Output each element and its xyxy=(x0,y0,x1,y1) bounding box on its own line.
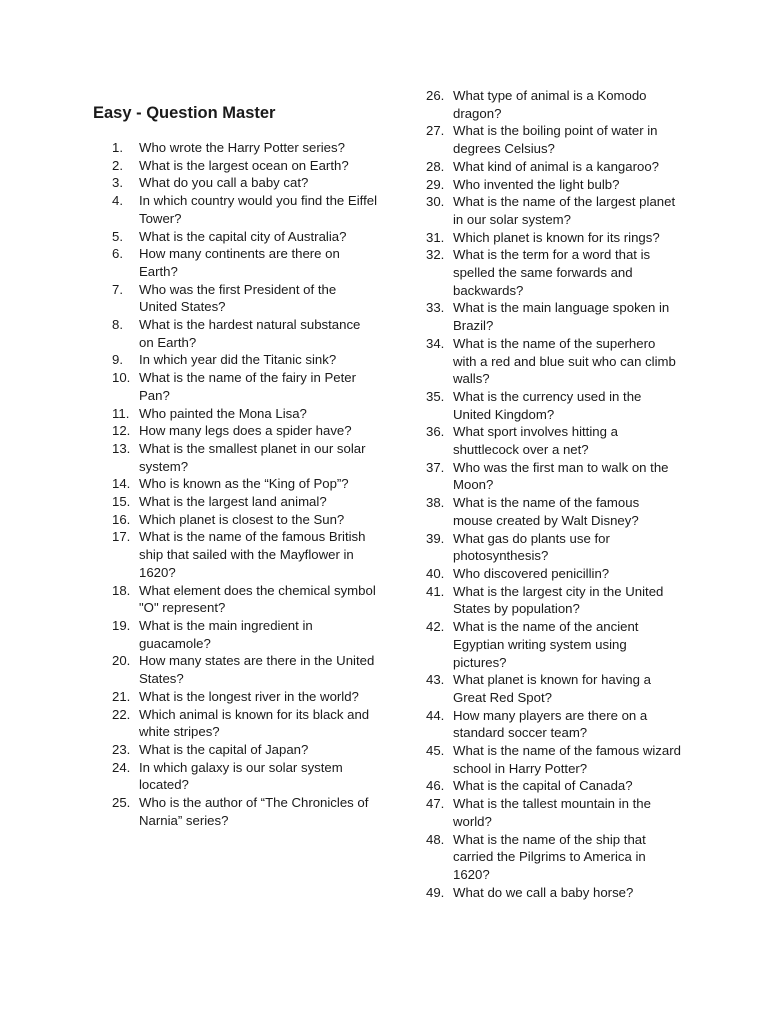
question-item xyxy=(426,459,681,494)
question-item xyxy=(112,228,377,246)
question-text: What is the name of the largest planet in our solar system? xyxy=(453,194,676,227)
question-number: 29. xyxy=(426,176,445,192)
question-text: What is the tallest mountain in the world? xyxy=(453,796,651,829)
question-item xyxy=(112,351,377,369)
question-number: 23. xyxy=(112,741,131,757)
question-number: 39. xyxy=(426,530,445,546)
question-item xyxy=(112,139,377,157)
question-item xyxy=(112,369,377,404)
question-number: 40. xyxy=(426,565,445,581)
question-item xyxy=(426,831,681,884)
question-text: How many players are there on a standard soccer team? xyxy=(453,707,648,741)
question-text: In which galaxy is our solar system located? xyxy=(139,759,343,793)
question-number: 31. xyxy=(426,229,445,245)
question-item xyxy=(112,706,377,741)
question-item xyxy=(426,229,681,247)
question-text: What is the smallest planet in our solar system? xyxy=(139,440,366,474)
question-text: Who painted the Mona Lisa? xyxy=(139,405,307,421)
question-number: 41. xyxy=(426,583,445,599)
question-item xyxy=(112,157,377,175)
question-number: 24. xyxy=(112,759,131,775)
question-number: 49. xyxy=(426,884,445,900)
question-item xyxy=(426,777,681,795)
question-list-right xyxy=(426,87,681,901)
question-item xyxy=(426,618,681,671)
question-item xyxy=(426,335,681,388)
question-text: What gas do plants use for photosynthesis? xyxy=(453,530,610,564)
question-item xyxy=(112,493,377,511)
question-number: 38. xyxy=(426,495,445,511)
question-text: Who is known as the “King of Pop”? xyxy=(139,476,349,492)
question-item xyxy=(112,528,377,581)
question-number: 15. xyxy=(112,494,131,510)
question-number: 46. xyxy=(426,778,445,794)
question-text: Which animal is known for its black and white stripes? xyxy=(139,706,370,740)
question-item xyxy=(426,158,681,176)
question-item xyxy=(426,707,681,742)
question-item xyxy=(426,884,681,902)
question-text: What type of animal is a Komodo dragon? xyxy=(453,88,647,121)
question-number: 5. xyxy=(112,228,123,244)
question-item xyxy=(112,652,377,687)
question-text: What is the name of the ship that carried the Pilgrims to America in 1620? xyxy=(453,831,646,882)
question-text: Which planet is known for its rings? xyxy=(453,229,660,245)
question-number: 2. xyxy=(112,157,123,173)
question-item xyxy=(426,494,681,529)
question-number: 3. xyxy=(112,175,123,191)
question-number: 27. xyxy=(426,123,445,139)
question-item xyxy=(112,511,377,529)
question-text: What is the largest land animal? xyxy=(139,494,327,510)
question-text: What is the main ingredient in guacamole? xyxy=(139,617,313,651)
question-item xyxy=(112,422,377,440)
question-text: How many continents are there on Earth? xyxy=(139,246,340,279)
question-number: 6. xyxy=(112,246,123,262)
question-item xyxy=(426,795,681,830)
question-item xyxy=(426,122,681,157)
question-number: 47. xyxy=(426,796,445,812)
question-text: How many legs does a spider have? xyxy=(139,423,352,439)
question-text: What is the currency used in the United Kingdom? xyxy=(453,388,642,422)
question-item xyxy=(112,440,377,475)
question-item xyxy=(112,281,377,316)
question-item xyxy=(112,582,377,617)
question-item xyxy=(112,405,377,423)
question-number: 28. xyxy=(426,158,445,174)
question-text: What is the name of the famous British ship that sailed with the Mayflower in 1620? xyxy=(139,529,366,580)
page-title: Easy - Question Master xyxy=(93,104,276,122)
question-item xyxy=(426,388,681,423)
question-item xyxy=(112,174,377,192)
question-item xyxy=(112,794,377,829)
question-number: 9. xyxy=(112,352,123,368)
question-item xyxy=(426,299,681,334)
question-number: 14. xyxy=(112,476,131,492)
question-number: 8. xyxy=(112,317,123,333)
question-number: 21. xyxy=(112,688,131,704)
question-number: 34. xyxy=(426,335,445,351)
question-text: What kind of animal is a kangaroo? xyxy=(453,158,659,174)
question-list-left xyxy=(112,139,377,829)
question-text: What is the capital of Japan? xyxy=(139,741,309,757)
question-number: 17. xyxy=(112,529,131,545)
question-item xyxy=(426,87,681,122)
question-text: Who discovered penicillin? xyxy=(453,565,610,581)
question-item xyxy=(426,193,681,228)
question-number: 26. xyxy=(426,88,445,103)
question-item xyxy=(426,583,681,618)
question-text: What sport involves hitting a shuttlecock over a net? xyxy=(453,424,618,458)
question-text: What is the name of the superhero with a red and blue suit who can climb walls? xyxy=(453,335,676,387)
question-item xyxy=(426,246,681,299)
question-number: 32. xyxy=(426,247,445,263)
question-text: What is the term for a word that is spelled the same forwards and backwards? xyxy=(453,247,651,298)
question-number: 42. xyxy=(426,619,445,635)
question-text: What element does the chemical symbol "O" represent? xyxy=(139,582,376,616)
question-item xyxy=(112,192,377,227)
question-number: 1. xyxy=(112,140,123,155)
question-text: What is the name of the fairy in Peter Pan? xyxy=(139,370,356,403)
question-text: In which year did the Titanic sink? xyxy=(139,352,337,368)
question-text: What is the name of the ancient Egyptian writing system using pictures? xyxy=(453,619,639,670)
question-item xyxy=(426,671,681,706)
question-text: Who was the first man to walk on the Moon? xyxy=(453,459,669,493)
question-number: 12. xyxy=(112,423,131,439)
question-item xyxy=(426,565,681,583)
question-item xyxy=(426,176,681,194)
question-number: 19. xyxy=(112,617,131,633)
question-text: What is the largest city in the United States by population? xyxy=(453,583,664,617)
question-text: How many states are there in the United States? xyxy=(139,653,375,687)
question-item xyxy=(112,688,377,706)
question-text: Who invented the light bulb? xyxy=(453,176,620,192)
question-text: What is the longest river in the world? xyxy=(139,688,359,704)
question-item xyxy=(112,245,377,280)
question-text: Who wrote the Harry Potter series? xyxy=(139,140,345,155)
question-item xyxy=(112,475,377,493)
question-text: What do we call a baby horse? xyxy=(453,884,634,900)
question-text: What is the name of the famous mouse created by Walt Disney? xyxy=(453,495,640,528)
question-item xyxy=(426,742,681,777)
question-text: In which country would you find the Eiffel Tower? xyxy=(139,193,377,226)
question-text: Who was the first President of the United States? xyxy=(139,281,337,315)
question-number: 7. xyxy=(112,281,123,297)
question-item xyxy=(112,316,377,351)
question-text: What is the hardest natural substance on Earth? xyxy=(139,317,361,350)
question-text: What is the name of the famous wizard school in Harry Potter? xyxy=(453,743,681,776)
question-number: 33. xyxy=(426,300,445,316)
question-number: 10. xyxy=(112,370,131,386)
question-item xyxy=(112,741,377,759)
question-text: What is the main language spoken in Brazil? xyxy=(453,300,670,334)
question-item xyxy=(426,423,681,458)
question-text: What is the boiling point of water in degrees Celsius? xyxy=(453,123,658,157)
question-number: 25. xyxy=(112,795,131,811)
question-text: What is the capital city of Australia? xyxy=(139,228,347,244)
question-number: 36. xyxy=(426,424,445,440)
question-number: 22. xyxy=(112,706,131,722)
question-number: 16. xyxy=(112,511,131,527)
question-number: 48. xyxy=(426,831,445,847)
question-text: What is the capital of Canada? xyxy=(453,778,633,794)
question-text: What is the largest ocean on Earth? xyxy=(139,157,349,173)
question-number: 20. xyxy=(112,653,131,669)
question-number: 11. xyxy=(112,405,130,421)
question-number: 18. xyxy=(112,582,131,598)
question-number: 43. xyxy=(426,672,445,688)
question-number: 45. xyxy=(426,743,445,759)
question-number: 30. xyxy=(426,194,445,210)
question-number: 4. xyxy=(112,193,123,209)
question-text: Who is the author of “The Chronicles of Narnia” series? xyxy=(139,795,369,828)
question-item xyxy=(112,759,377,794)
question-item xyxy=(112,617,377,652)
question-number: 13. xyxy=(112,440,131,456)
question-number: 35. xyxy=(426,388,445,404)
question-text: What do you call a baby cat? xyxy=(139,175,309,191)
question-item xyxy=(426,530,681,565)
question-text: What planet is known for having a Great Red Spot? xyxy=(453,672,651,705)
question-number: 37. xyxy=(426,459,445,475)
question-number: 44. xyxy=(426,707,445,723)
question-text: Which planet is closest to the Sun? xyxy=(139,511,345,527)
